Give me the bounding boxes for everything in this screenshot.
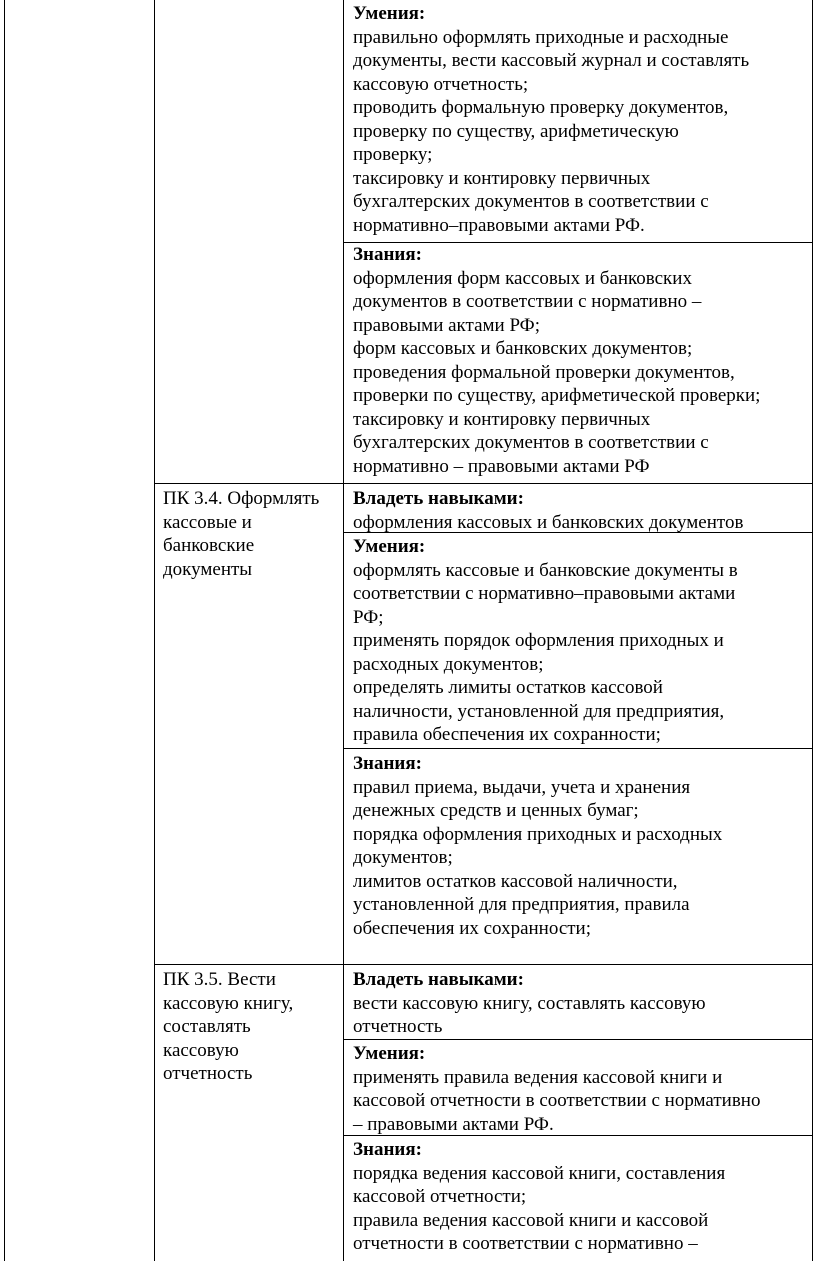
text-line: таксировку и контировку первичных	[353, 167, 651, 189]
text-line: оформления форм кассовых и банковских	[353, 267, 692, 289]
competency-line: документы	[163, 558, 253, 580]
competency-cell	[163, 968, 341, 1086]
text-line: правил приема, выдачи, учета и хранения	[353, 776, 691, 798]
text-line: оформлять кассовые и банковские документы в	[353, 559, 738, 581]
practical-skills-heading: Владеть навыками:	[353, 969, 524, 990]
text-line: правильно оформлять приходные и расходные	[353, 26, 729, 48]
text-line: проверку;	[353, 144, 433, 165]
text-line: – правовыми актами РФ.	[353, 1113, 554, 1135]
cell-divider	[343, 1039, 813, 1040]
competency-line: отчетность	[163, 1063, 253, 1084]
competency-line: ПК 3.4. Оформлять	[163, 488, 320, 509]
text-line: лимитов остатков кассовой наличности,	[353, 870, 678, 892]
table-border-right	[812, 0, 813, 1261]
skills-heading: Умения:	[353, 1043, 426, 1064]
competency-line: банковские	[163, 535, 255, 556]
text-line: соответствии с нормативно–правовыми актами	[353, 583, 736, 604]
text-line: бухгалтерских документов в соответствии с	[353, 432, 709, 453]
text-line: нормативно–правовыми актами РФ.	[353, 214, 645, 236]
text-line: правовыми актами РФ;	[353, 314, 540, 336]
text-line: проверки по существу, арифметической проверки;	[353, 385, 761, 406]
text-line: денежных средств и ценных бумаг;	[353, 800, 639, 821]
competency-line: ПК 3.5. Вести	[163, 969, 276, 990]
knowledge-heading: Знания:	[353, 753, 422, 774]
text-line: оформления кассовых и банковских документов	[353, 511, 744, 533]
text-line: кассовую отчетность;	[353, 73, 529, 95]
text-line: проведения формальной проверки документов,	[353, 361, 735, 383]
competency-line: кассовую	[163, 1039, 239, 1061]
practical-skills-cell	[353, 487, 743, 534]
text-line: кассовой отчетности;	[353, 1186, 527, 1207]
row-divider	[154, 483, 813, 484]
text-line: определять лимиты остатков кассовой	[353, 677, 663, 698]
knowledge-heading: Знания:	[353, 244, 422, 265]
text-line: правила ведения кассовой книги и кассовой	[353, 1209, 709, 1231]
knowledge-heading: Знания:	[353, 1139, 422, 1160]
text-line: применять правила ведения кассовой книги и	[353, 1066, 723, 1088]
text-line: проверку по существу, арифметическую	[353, 120, 679, 142]
table-border-col1	[154, 0, 155, 1261]
text-line: бухгалтерских документов в соответствии с	[353, 191, 709, 212]
practical-skills-cell	[353, 968, 706, 1039]
table-border-left	[4, 0, 5, 1261]
text-line: расходных документов;	[353, 653, 544, 675]
skills-heading: Умения:	[353, 536, 426, 557]
skills-cell	[353, 535, 738, 747]
text-line: правила обеспечения их сохранности;	[353, 724, 661, 745]
text-line: документов;	[353, 847, 453, 868]
competency-line: кассовую книгу,	[163, 992, 294, 1014]
competency-line: составлять	[163, 1016, 251, 1037]
text-line: отчетности в соответствии с нормативно –	[353, 1233, 698, 1254]
text-line: проводить формальную проверку документов,	[353, 97, 729, 118]
text-line: порядка ведения кассовой книги, составления	[353, 1162, 726, 1184]
skills-cell	[353, 1042, 760, 1136]
text-line: наличности, установленной для предприятия,	[353, 700, 725, 722]
knowledge-cell	[353, 752, 722, 940]
text-line: порядка оформления приходных и расходных	[353, 823, 723, 845]
text-line: РФ;	[353, 606, 384, 628]
row-divider	[154, 964, 813, 965]
text-line: вести кассовую книгу, составлять кассовую	[353, 992, 706, 1014]
skills-heading: Умения:	[353, 3, 426, 24]
cell-divider	[343, 748, 813, 749]
text-line: документы, вести кассовый журнал и составлять	[353, 50, 750, 71]
text-line: отчетность	[353, 1016, 443, 1037]
text-line: установленной для предприятия, правила	[353, 894, 690, 915]
practical-skills-heading: Владеть навыками:	[353, 488, 524, 509]
knowledge-cell	[353, 243, 760, 478]
text-line: кассовой отчетности в соответствии с нормативно	[353, 1090, 761, 1111]
text-line: нормативно – правовыми актами РФ	[353, 455, 650, 477]
competency-cell	[163, 487, 341, 581]
text-line: документов в соответствии с нормативно –	[353, 291, 702, 312]
text-line: таксировку и контировку первичных	[353, 408, 651, 430]
text-line: форм кассовых и банковских документов;	[353, 338, 693, 359]
competency-line: кассовые и	[163, 511, 252, 533]
text-line: применять порядок оформления приходных и	[353, 630, 724, 651]
table-border-col2	[343, 0, 344, 1261]
knowledge-cell	[353, 1138, 725, 1256]
text-line: обеспечения их сохранности;	[353, 917, 592, 939]
skills-cell	[353, 2, 749, 237]
